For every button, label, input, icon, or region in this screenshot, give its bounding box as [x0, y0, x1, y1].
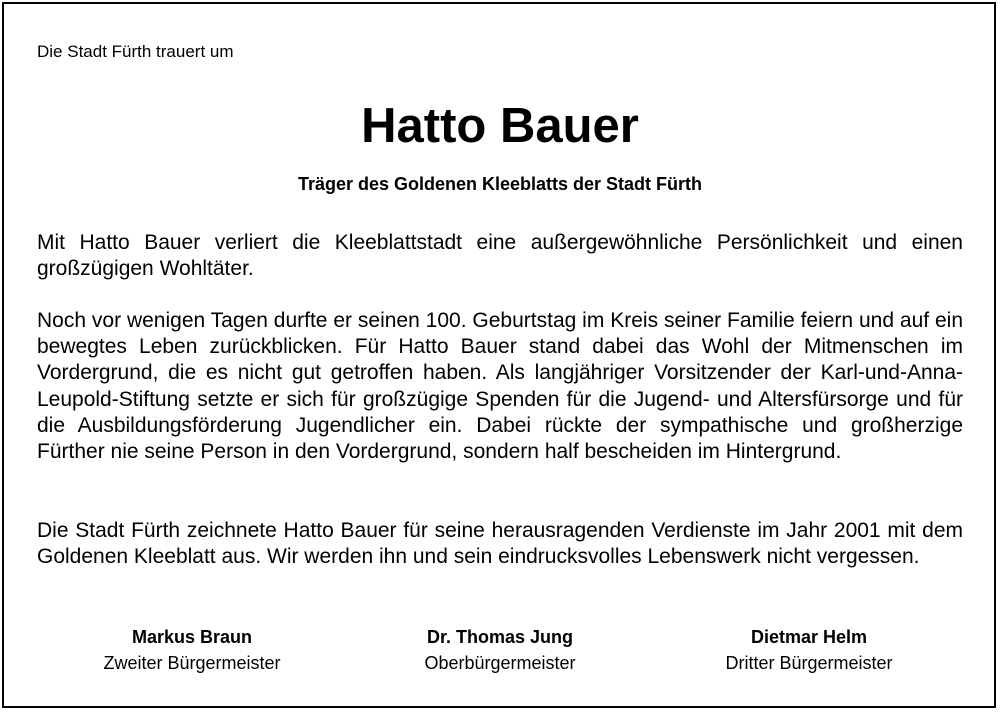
signatory-title: Zweiter Bürgermeister	[103, 653, 281, 673]
signatory-name: Dr. Thomas Jung	[426, 627, 574, 647]
paragraph-2: Noch vor wenigen Tagen durfte er seinen 100. Geburtstag im Kreis seiner Familie feiern und auf ein bewegtes Leben zurückblicken. Für Hatto Bauer stand dabei das Wohl der Mitmenschen im Vordergrund, die es nicht gut getroffen haben. Als langjähriger Vorsitzender der Karl-und-Anna-Leupold-Stiftung setzte er sich für großzügige Spenden für die Jugend- und Altersfürsorge und für die Ausbildungsförderung Jugendlicher ein. Dabei rückte der sympathische und großherzige Fürther nie seine Person in den Vordergrund, sondern half bescheiden im Hintergrund.	[37, 309, 963, 464]
signatory-name: Dietmar Helm	[750, 627, 868, 647]
signatory-2	[350, 624, 650, 676]
intro-text: Die Stadt Fürth trauert um	[37, 42, 234, 61]
signatory-name: Markus Braun	[131, 627, 253, 647]
honor-title: Träger des Goldenen Kleeblatts der Stadt Fürth	[297, 174, 703, 194]
signatory-3	[659, 624, 959, 676]
signatory-title: Dritter Bürgermeister	[725, 653, 893, 673]
signatory-title: Oberbürgermeister	[424, 653, 576, 673]
signatory-1	[42, 624, 342, 676]
deceased-name: Hatto Bauer	[361, 99, 639, 153]
paragraph-1: Mit Hatto Bauer verliert die Kleeblattstadt eine außergewöhnliche Persönlichkeit und einen großzügigen Wohltäter.	[37, 231, 963, 281]
paragraph-3: Die Stadt Fürth zeichnete Hatto Bauer für seine herausragenden Verdienste im Jahr 2001 mit dem Goldenen Kleeblatt aus. Wir werden ihn und sein eindrucksvolles Lebenswerk nicht vergessen.	[37, 519, 963, 569]
